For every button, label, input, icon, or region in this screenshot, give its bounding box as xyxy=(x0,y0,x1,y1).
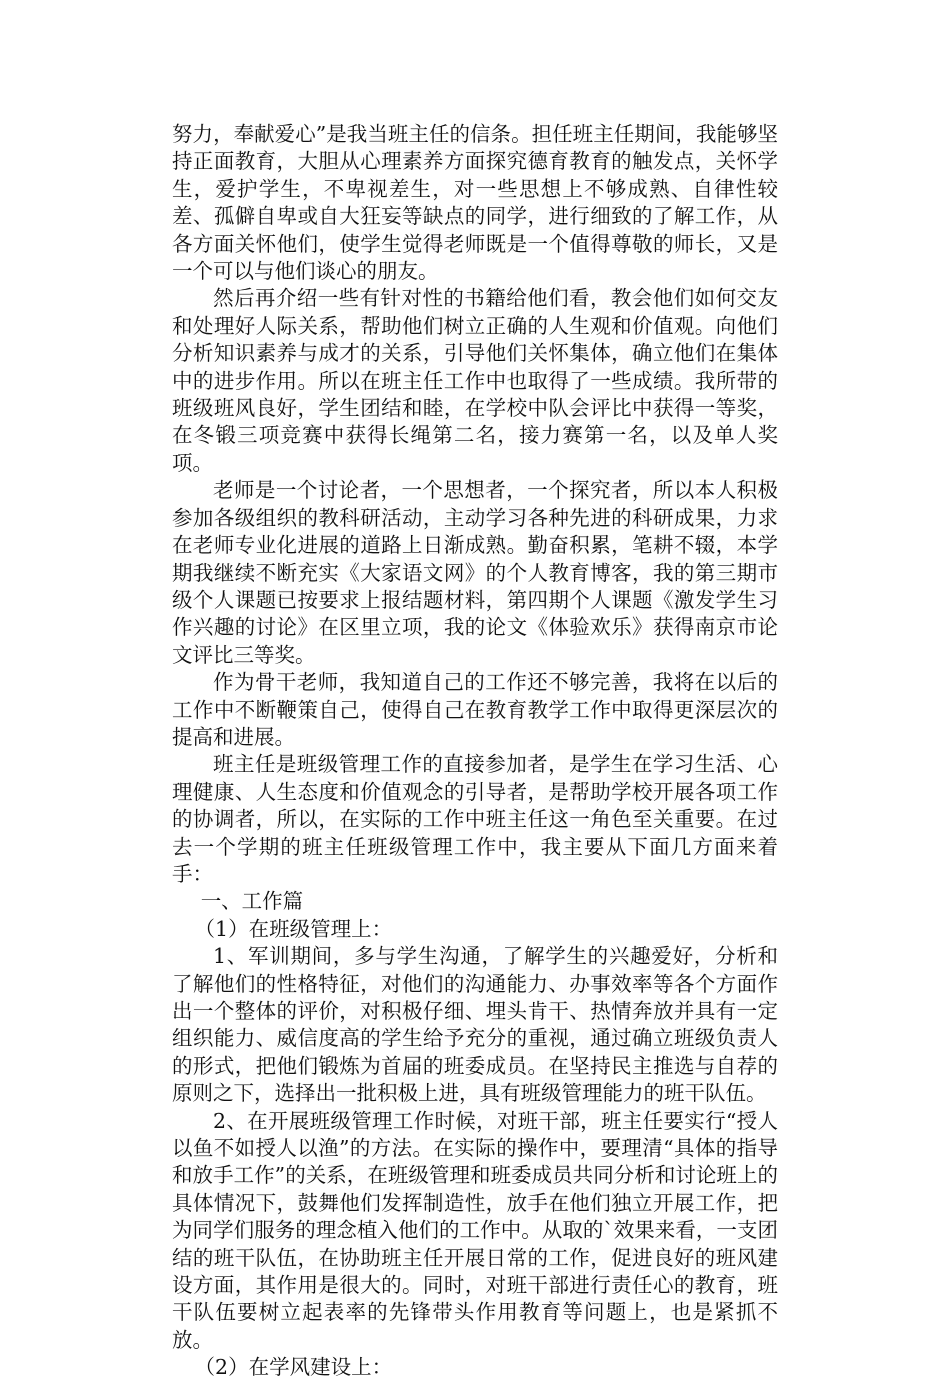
paragraph-military-training: 1、军训期间，多与学生沟通，了解学生的兴趣爱好，分析和了解他们的性格特征，对他们的沟通能力、办事效率等各个方面作出一个整体的评价，对积极仔细、埋头肯干、热情奔放并具有一定组织能力、威信度高的学生给予充分的重视，通过确立班级负责人的形式，把他们锻炼为首届的班委成员。在坚持民主推选与自荐的原则之下，选择出一批积极上进，具有班级管理能力的班干队伍。 xyxy=(172,944,778,1106)
paragraph-recommend-books: 然后再介绍一些有针对性的书籍给他们看，教会他们如何交友和处理好人际关系，帮助他们树立正确的人生观和价值观。向他们分析知识素养与成才的关系，引导他们关怀集体，确立他们在集体中的进步作用。所以在班主任工作中也取得了一些成绩。我所带的班级班风良好，学生团结和睦，在学校中队会评比中获得一等奖，在冬锻三项竞赛中获得长绳第二名，接力赛第一名，以及单人奖项。 xyxy=(172,286,778,475)
paragraph-class-teacher-role: 班主任是班级管理工作的直接参加者，是学生在学习生活、心理健康、人生态度和价值观念的引导者，是帮助学校开展各项工作的协调者，所以，在实际的工作中班主任这一角色至关重要。在过去一个学期的班主任班级管理工作中，我主要从下面几方面来着手： xyxy=(172,752,778,886)
paragraph-class-teacher-creed: 努力，奉献爱心”是我当班主任的信条。担任班主任期间，我能够坚持正面教育，大胆从心理素养方面探究德育教育的触发点，关怀学生，爱护学生，不卑视差生，对一些思想上不够成熟、自律性较差、孤僻自卑或自大狂妄等缺点的同学，进行细致的了解工作，从各方面关怀他们，使学生觉得老师既是一个值得尊敬的师长，又是一个可以与他们谈心的朋友。 xyxy=(172,122,778,284)
subheading-class-management: （1）在班级管理上： xyxy=(194,916,393,941)
subheading-study-style: （2）在学风建设上： xyxy=(194,1355,393,1380)
document-body xyxy=(172,121,778,1382)
paragraph-class-cadres: 2、在开展班级管理工作时候，对班干部，班主任要实行“授人以鱼不如授人以渔”的方法。在实际的操作中，要理清“具体的指导和放手工作”的关系，在班级管理和班委成员共同分析和讨论班上的具体情况下，鼓舞他们发挥制造性，放手在他们独立开展工作，把为同学们服务的理念植入他们的工作中。从取的`效果来看，一支团结的班干队伍，在协助班主任开展日常的工作，促进良好的班风建设方面，其作用是很大的。同时，对班干部进行责任心的教育，班干队伍要树立起表率的先锋带头作用教育等问题上，也是紧抓不放。 xyxy=(172,1108,778,1352)
paragraph-backbone-teacher: 作为骨干老师，我知道自己的工作还不够完善，我将在以后的工作中不断鞭策自己，使得自己在教育教学工作中取得更深层次的提高和进展。 xyxy=(172,670,778,749)
paragraph-teaching-research: 老师是一个讨论者，一个思想者，一个探究者，所以本人积极参加各级组织的教科研活动，主动学习各种先进的科研成果，力求在老师专业化进展的道路上日渐成熟。勤奋积累，笔耕不辍，本学期我继续不断充实《大家语文网》的个人教育博客，我的第三期市级个人课题已按要求上报结题材料，第四期个人课题《激发学生习作兴趣的讨论》在区里立项，我的论文《体验欢乐》获得南京市论文评比三等奖。 xyxy=(172,478,778,667)
section-heading-work: 一、工作篇 xyxy=(200,889,304,914)
